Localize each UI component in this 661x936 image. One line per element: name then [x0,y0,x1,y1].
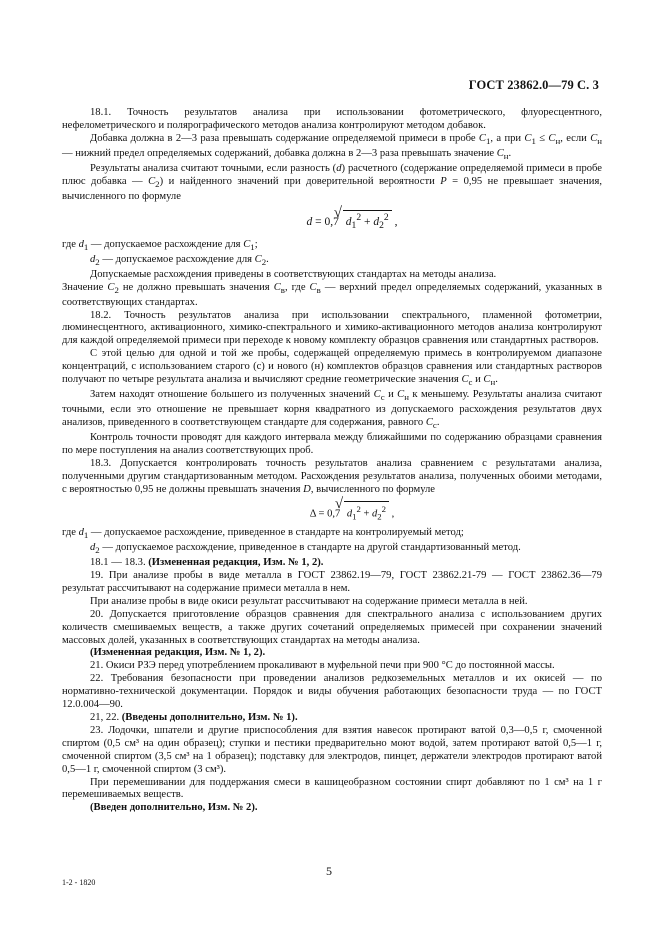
paragraph-18-2: 18.2. Точность результатов анализа при использовании спектрального, пламенной фотометрии, люминесцентного, активационного, химико-спектрального и химико-активационного методов анализа контролируют для каждой определяемой примеси при переходе к новому комплекту образцов сравнения или стандартных растворов. [62,309,602,347]
print-code: 1-2 - 1820 [62,878,96,887]
paragraph-control-interval: Контроль точности проводят для каждого интервала между ближайшими по содержанию образцами сравнения по мере поступления на анализ соответствующих проб. [62,432,602,456]
page-number: 5 [326,864,332,878]
paragraph-23-mixing: При перемешивании для поддержания смеси в кашицеобразном состоянии спирт добавляют по 1 см³ на 1 г перемешиваемых веществ. [62,776,602,801]
where-d1: где $d_1$ — допускаемое расхождение для $C_1$; [62,238,258,252]
document-body [62,107,602,815]
paragraph-21: 21. Окиси РЗЭ перед употреблением прокаливают в муфельной печи при 900 °С до постоянной массы. [90,660,555,672]
paragraph-c2-value: Значение $C_2$ не должно превышать значения $C_в$, где $C_в$ — верхний предел определяемых содержаний, указанных в соответствующих стандартах. [62,281,602,308]
paragraph-addition: Добавка должна в 2—3 раза превышать содержание определяемой примеси в пробе $C_1$, а при $C_1 \le C_н$, если $C_н$ — нижний предел определяемых содержаний, добавка должна в 2—3 раза превышать значение $C_н$. [62,132,602,161]
page-header: ГОСТ 23862.0—79 С. 3 [468,78,599,92]
paragraph-18-1: 18.1. Точность результатов анализа при использовании фотометрического, флуоресцентного, нефелометрического и полярографического методов анализа контролируют методом добавок. [62,107,602,131]
paragraph-geometric-means: С этой целью для одной и той же пробы, содержащей определяемую примесь в контролируемом диапазоне концентраций, с использованием старого (с) и нового (н) комплектов образцов сравнения или стандартных растворов получают по четыре результата анализа и вычисляют средние геометрические значения $C_с$ и $C_н$. [62,348,602,388]
paragraph-ratio: Затем находят отношение большего из полученных значений $C_с$ и $C_н$ к меньшему. Результаты анализа считают точными, если это отношение не превышает корня квадратного из допускаемого расхождения результатов двух анализов, приведенного в соответствующем стандарте для содержания, равного $C_с$. [62,389,602,431]
formula-d: d = 0,7 √ $d_1^2 + d_2^2$ , [62,210,602,233]
amendment-21-22: 21, 22. (Введены дополнительно, Изм. № 1). [90,711,298,723]
paragraph-23: 23. Лодочки, шпатели и другие приспособления для взятия навесок протирают ватой 0,3—0,5 г, смоченной спиртом (0,5 см³ на один образец); ступки и пестики предварительно моют водой, затем протирают ватой 0,5—1 г, смоченной спиртом (3,5 см³ на 1 образец); подставку для электродов, пинцет, держатели электродов протирают ватой 0,5—1 г, смоченной спиртом (3 см³). [62,724,602,775]
paragraph-19: 19. При анализе пробы в виде металла в ГОСТ 23862.19—79, ГОСТ 23862.21-79 — ГОСТ 23862.36—79 результат рассчитывают на содержание примеси металла в нем. [62,570,602,594]
amendment-23: (Введен дополнительно, Изм. № 2). [90,802,258,814]
formula-delta: Δ = 0,7 √ $d_1^2 + d_2^2$ , [62,501,602,524]
paragraph-19-oxide: При анализе пробы в виде окиси результат рассчитывают на содержание примеси металла в ней. [90,595,528,607]
where-d2-method: $d_2$ — допускаемое расхождение, приведенное в стандарте на другой стандартизованный метод. [90,542,521,556]
amendment-18: 18.1 — 18.3. (Измененная редакция, Изм. № 1, 2). [90,557,324,569]
paragraph-results-accuracy: Результаты анализа считают точными, если разность (d) расчетного (содержание определяемой примеси в пробе плюс добавка — $C_2$) и найденного значений при доверительной вероятности P = 0,95 не превышает значения, вычисленного по формуле [62,162,602,202]
paragraph-18-3: 18.3. Допускается контролировать точность результатов анализа сравнением с результатами анализа, полученными другим стандартизованным методом. Расхождения результатов анализа, полученных обоими методами, с вероятностью 0,95 не должны превышать значения D, вычисленного по формуле [62,457,602,495]
paragraph-20: 20. Допускается приготовление образцов сравнения для спектрального анализа с использованием других количеств смешиваемых веществ, а также других сочетаний определяемых примесей при сохранении значений массовых долей, указанных в соответствующих стандартах на методы анализа. [62,608,602,646]
paragraph-allowed-discrepancies: Допускаемые расхождения приведены в соответствующих стандартах на методы анализа. [90,268,497,280]
amendment-20: (Измененная редакция, Изм. № 1, 2). [90,647,266,659]
where-d2: $d_2$ — допускаемое расхождение для $C_2$. [90,253,269,267]
where-d1-method: где $d_1$ — допускаемое расхождение, приведенное в стандарте на контролируемый метод; [62,527,464,541]
paragraph-22: 22. Требования безопасности при проведении анализов редкоземельных металлов и их окисей — по нормативно-технической документации. Порядок и виды обучения работающих безопасности труда — по ГОСТ 12.0.004—90. [62,673,602,711]
